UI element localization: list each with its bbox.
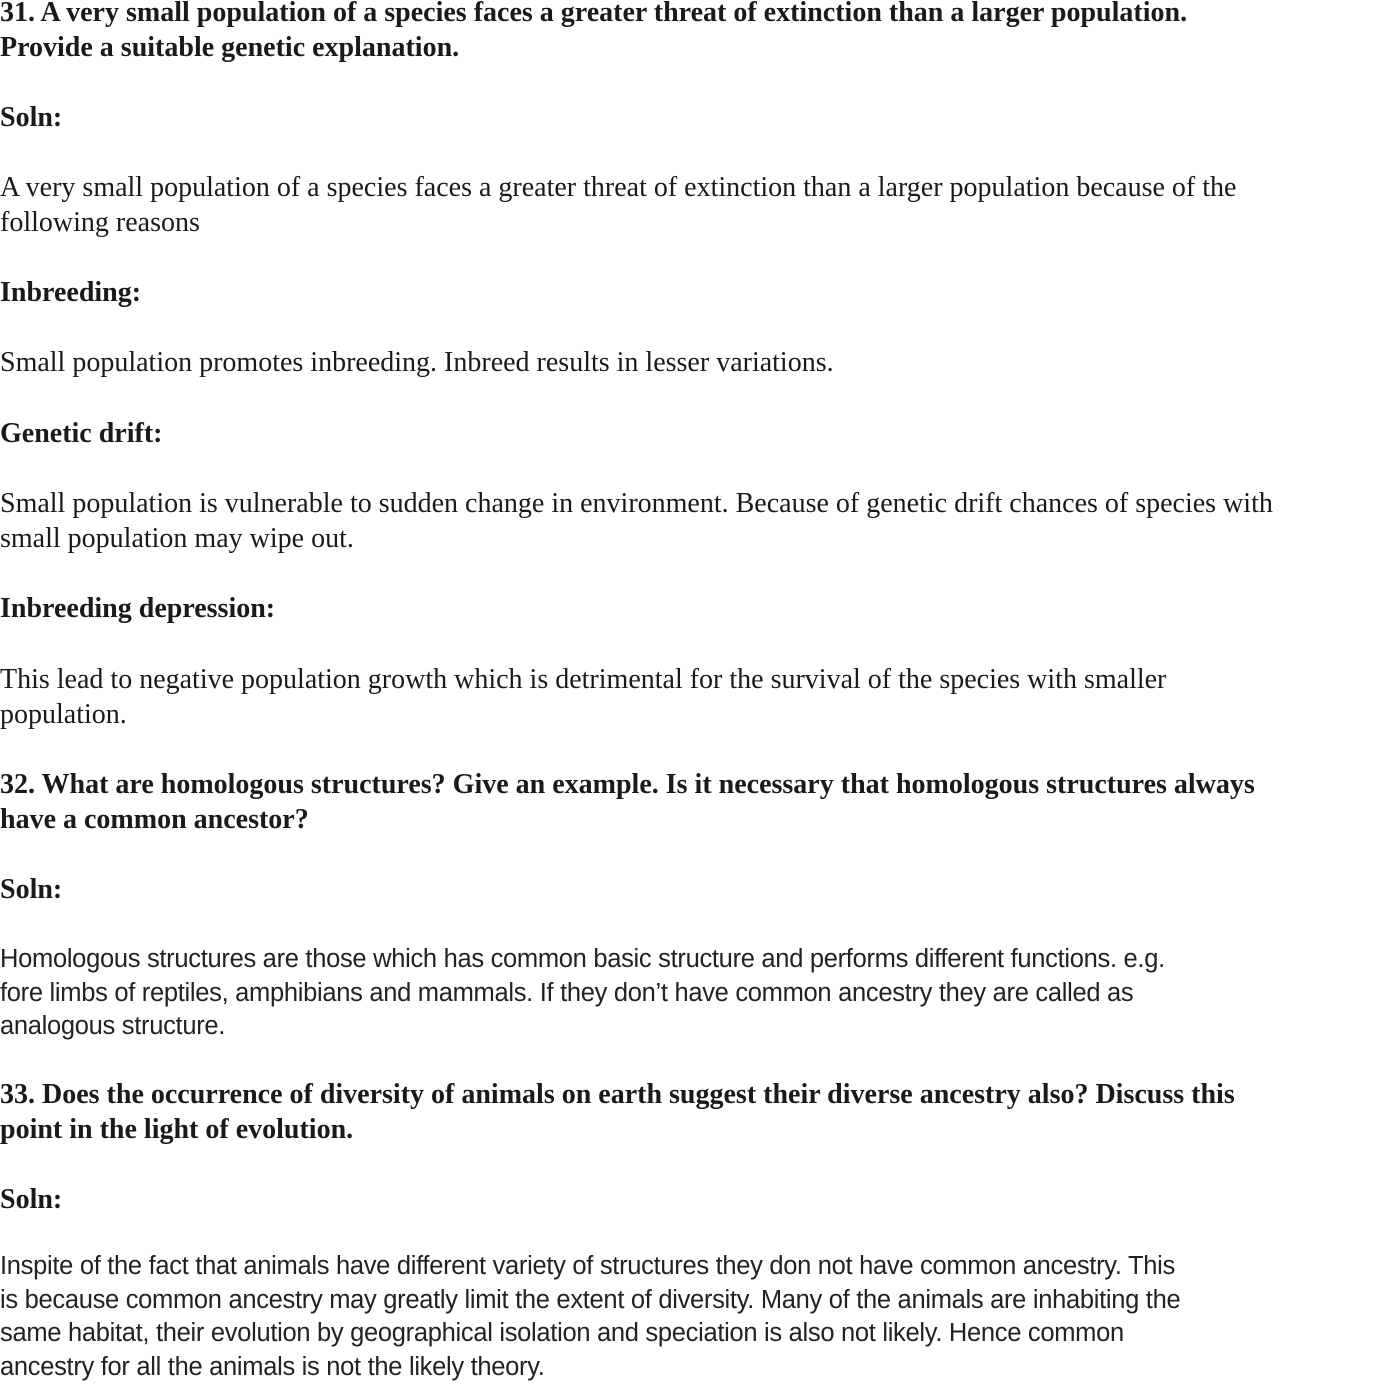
answer-paragraph [0,345,834,380]
text-line: Genetic drift: [0,418,163,449]
text-line: Soln: [0,1184,63,1215]
text-line: Inbreeding: [0,277,142,308]
text-line: have a common ancestor? [0,804,309,835]
answer-paragraph [0,1250,1180,1384]
text-line: Soln: [0,874,63,905]
text-line: is because common ancestry may greatly limit the extent of diversity. Many of the animals are inhabiting the [0,1285,1181,1314]
text-line: Provide a suitable genetic explanation. [0,32,460,63]
section-heading [0,275,141,310]
question-text [0,767,1255,837]
answer-paragraph [0,486,1273,556]
question-text [0,0,1187,65]
text-line: same habitat, their evolution by geographical isolation and speciation is also not likely. Hence common [0,1319,1124,1348]
answer-paragraph [0,170,1236,240]
text-line: population. [0,699,127,730]
text-line: This lead to negative population growth which is detrimental for the survival of the species with smaller [0,664,1167,695]
text-line: 31. A very small population of a species faces a greater threat of extinction than a larger population. [0,0,1188,28]
text-line: Inspite of the fact that animals have different variety of structures they don not have common ancestry. This [0,1252,1175,1280]
text-line: Inbreeding depression: [0,593,276,624]
text-line: 32. What are homologous structures? Give an example. Is it necessary that homologous structures always [0,769,1255,800]
text-line: Soln: [0,102,63,133]
question-text [0,1077,1235,1147]
text-line: point in the light of evolution. [0,1114,354,1145]
text-line: following reasons [0,207,200,238]
section-heading [0,1182,62,1217]
section-heading [0,872,62,907]
section-heading [0,416,163,451]
text-line: analogous structure. [0,1012,226,1041]
text-line: small population may wipe out. [0,523,354,554]
section-heading [0,100,62,135]
text-line: fore limbs of reptiles, amphibians and mammals. If they don’t have common ancestry they are called as [0,978,1134,1007]
text-line: A very small population of a species faces a greater threat of extinction than a larger population because of the [0,172,1237,203]
answer-paragraph [0,943,1165,1044]
text-line: Small population promotes inbreeding. Inbreed results in lesser variations. [0,347,834,378]
text-line: Homologous structures are those which has common basic structure and performs different functions. e.g. [0,945,1165,973]
text-line: Small population is vulnerable to sudden change in environment. Because of genetic drift chances of species with [0,488,1273,519]
answer-paragraph [0,662,1166,732]
section-heading [0,591,275,626]
text-line: ancestry for all the animals is not the likely theory. [0,1352,545,1381]
text-line: 33. Does the occurrence of diversity of animals on earth suggest their diverse ancestry also? Discuss this [0,1079,1235,1110]
